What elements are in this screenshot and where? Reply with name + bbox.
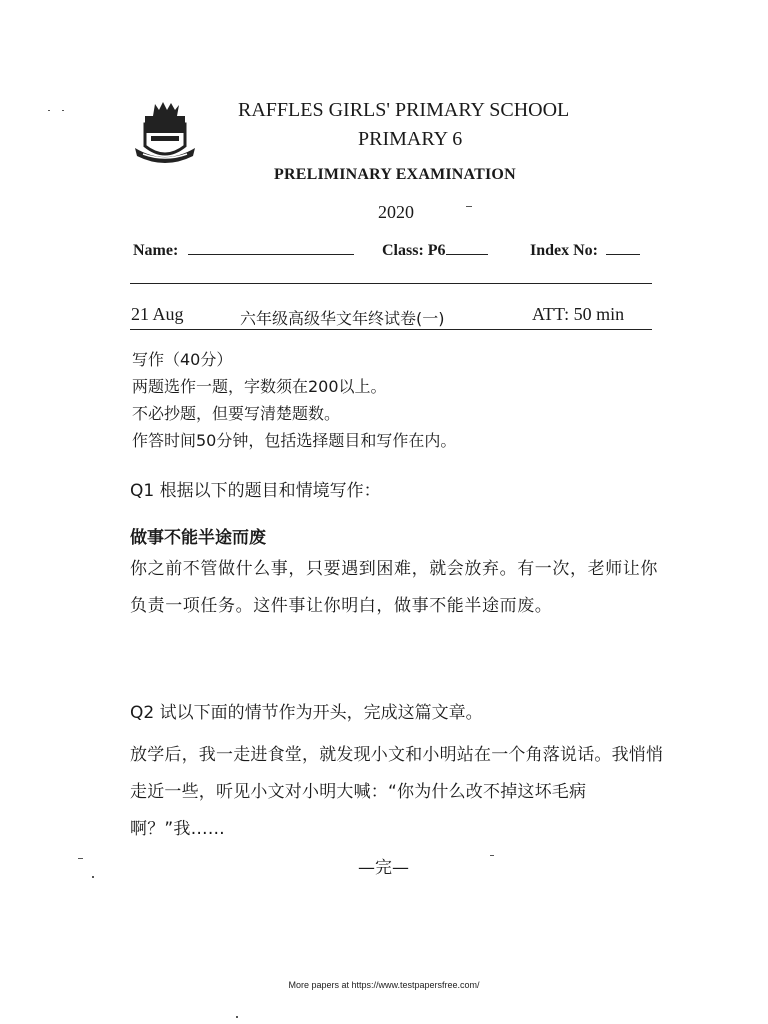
class-label: Class: P6	[382, 242, 446, 259]
name-field	[133, 240, 354, 260]
footer-source: More papers at https://www.testpapersfree.com/	[288, 980, 480, 990]
end-mark: —完—	[358, 858, 409, 878]
exam-title: PRELIMINARY EXAMINATION	[274, 166, 516, 183]
scan-speck	[466, 206, 472, 207]
level-title: PRIMARY 6	[358, 128, 463, 150]
exam-date: 21 Aug	[131, 304, 184, 324]
paper-title: 六年级高级华文年终试卷(一)	[240, 309, 445, 328]
q1-title: 做事不能半途而废	[130, 528, 266, 548]
school-name: RAFFLES GIRLS' PRIMARY SCHOOL	[238, 99, 570, 121]
scan-speck	[62, 110, 64, 111]
index-blank[interactable]	[606, 240, 640, 255]
q2-scenario: 放学后，我一走进食堂，就发现小文和小明站在一个角落说话。我悄悄走近一些，听见小文对小明大喊：“你为什么改不掉这坏毛病啊？”我……	[130, 745, 664, 839]
q2-prompt: Q2 试以下面的情节作为开头，完成这篇文章。	[130, 703, 483, 723]
scan-speck	[490, 855, 494, 856]
instruction-line-1: 两题选作一题，字数须在200以上。	[132, 377, 387, 396]
info-divider	[130, 329, 652, 330]
q1-prompt: Q1 根据以下的题目和情境写作：	[130, 481, 381, 501]
header-divider	[130, 283, 652, 284]
scan-speck	[92, 876, 94, 878]
exam-year: 2020	[378, 202, 414, 222]
class-field	[382, 240, 488, 260]
class-blank[interactable]	[446, 240, 488, 255]
name-blank[interactable]	[188, 240, 354, 255]
scan-speck	[78, 858, 83, 859]
name-label: Name:	[133, 242, 179, 259]
instruction-line-3: 作答时间50分钟，包括选择题目和写作在内。	[132, 431, 457, 450]
writing-heading: 写作（40分）	[132, 350, 233, 369]
school-crest-icon	[133, 100, 197, 166]
scan-speck	[236, 1016, 238, 1018]
exam-duration: ATT: 50 min	[532, 304, 625, 324]
index-label: Index No:	[530, 242, 599, 259]
index-field	[530, 240, 640, 260]
q1-scenario: 你之前不管做什么事，只要遇到困难，就会放弃。有一次，老师让你负责一项任务。这件事让你明白，做事不能半途而废。	[130, 559, 658, 616]
instruction-line-2: 不必抄题，但要写清楚题数。	[132, 404, 341, 423]
scan-speck	[48, 110, 50, 111]
